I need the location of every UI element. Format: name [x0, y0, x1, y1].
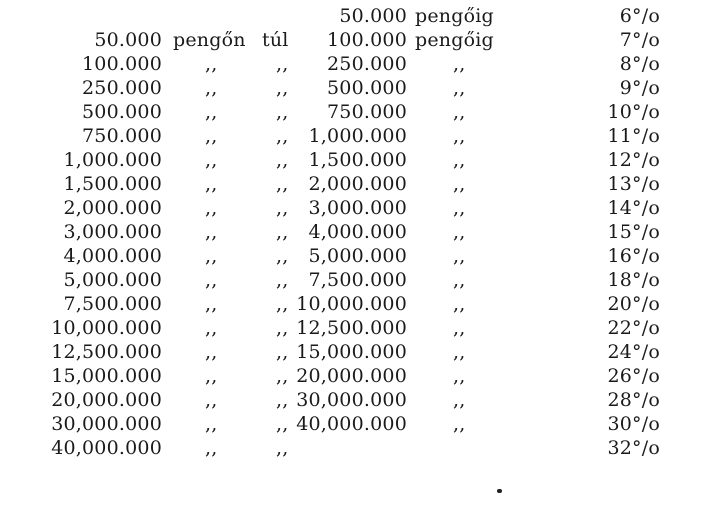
- lower-limit: 500.000: [82, 101, 162, 123]
- rate: 13°/o: [607, 173, 660, 195]
- table-row: [0, 388, 713, 412]
- unit-to: pengőig: [415, 29, 494, 51]
- upper-limit: 12,500.000: [296, 317, 407, 339]
- ditto-mark: ,,: [205, 365, 218, 387]
- ditto-mark: ,,: [453, 125, 466, 147]
- table-row: [0, 412, 713, 436]
- table-row-header: [0, 4, 713, 28]
- rate: 18°/o: [607, 269, 660, 291]
- table-row: [0, 364, 713, 388]
- lower-limit: 40,000.000: [51, 437, 162, 459]
- ditto-mark: ,,: [453, 413, 466, 435]
- lower-limit: 10,000.000: [51, 317, 162, 339]
- table-row: [0, 244, 713, 268]
- lower-limit: 15,000.000: [51, 365, 162, 387]
- ditto-mark: ,,: [276, 269, 289, 291]
- ditto-mark: ,,: [453, 149, 466, 171]
- ditto-mark: ,,: [205, 77, 218, 99]
- ditto-mark: ,,: [276, 197, 289, 219]
- ink-speck: [497, 489, 502, 493]
- unit-to: pengőig: [415, 5, 494, 27]
- rate: 16°/o: [607, 245, 660, 267]
- lower-limit: 1,000.000: [63, 149, 162, 171]
- lower-limit: 4,000.000: [63, 245, 162, 267]
- ditto-mark: ,,: [276, 101, 289, 123]
- ditto-mark: ,,: [276, 221, 289, 243]
- rate: 6°/o: [619, 5, 660, 27]
- rate: 8°/o: [619, 53, 660, 75]
- unit-from: pengőn: [173, 29, 246, 51]
- upper-limit: 40,000.000: [296, 413, 407, 435]
- rate: 32°/o: [607, 437, 660, 459]
- rate: 9°/o: [619, 77, 660, 99]
- upper-limit: 4,000.000: [308, 221, 407, 243]
- upper-limit: 750.000: [327, 101, 407, 123]
- rate: 24°/o: [607, 341, 660, 363]
- table-row: [0, 100, 713, 124]
- lower-limit: 5,000.000: [63, 269, 162, 291]
- ditto-mark: ,,: [453, 221, 466, 243]
- upper-limit: 2,000.000: [308, 173, 407, 195]
- rate: 22°/o: [607, 317, 660, 339]
- rate: 12°/o: [607, 149, 660, 171]
- upper-limit: 1,500.000: [308, 149, 407, 171]
- rate: 11°/o: [607, 125, 660, 147]
- ditto-mark: ,,: [276, 77, 289, 99]
- ditto-mark: ,,: [453, 317, 466, 339]
- ditto-mark: ,,: [276, 389, 289, 411]
- upper-limit: 10,000.000: [296, 293, 407, 315]
- lower-limit: 750.000: [82, 125, 162, 147]
- table-row: [0, 340, 713, 364]
- ditto-mark: ,,: [205, 269, 218, 291]
- ditto-mark: ,,: [205, 341, 218, 363]
- upper-limit: 3,000.000: [308, 197, 407, 219]
- lower-limit: 1,500.000: [63, 173, 162, 195]
- table-row: [0, 52, 713, 76]
- ditto-mark: ,,: [276, 245, 289, 267]
- table-row: [0, 148, 713, 172]
- rate: 10°/o: [607, 101, 660, 123]
- upper-limit: 30,000.000: [296, 389, 407, 411]
- table-row: [0, 172, 713, 196]
- ditto-mark: ,,: [276, 53, 289, 75]
- lower-limit: 250.000: [82, 77, 162, 99]
- rate: 7°/o: [619, 29, 660, 51]
- table-row-first: [0, 28, 713, 52]
- ditto-mark: ,,: [205, 101, 218, 123]
- ditto-mark: ,,: [205, 317, 218, 339]
- rate: 28°/o: [607, 389, 660, 411]
- ditto-mark: ,,: [276, 437, 289, 459]
- lower-limit: 12,500.000: [51, 341, 162, 363]
- ditto-mark: ,,: [453, 269, 466, 291]
- ditto-mark: ,,: [453, 365, 466, 387]
- table-row: [0, 124, 713, 148]
- lower-limit: 7,500.000: [63, 293, 162, 315]
- ditto-mark: ,,: [453, 77, 466, 99]
- ditto-mark: ,,: [453, 341, 466, 363]
- ditto-mark: ,,: [205, 125, 218, 147]
- ditto-mark: ,,: [205, 221, 218, 243]
- ditto-mark: ,,: [205, 293, 218, 315]
- rate: 14°/o: [607, 197, 660, 219]
- ditto-mark: ,,: [453, 173, 466, 195]
- ditto-mark: ,,: [205, 389, 218, 411]
- lower-limit: 2,000.000: [63, 197, 162, 219]
- rate: 26°/o: [607, 365, 660, 387]
- upper-limit: 7,500.000: [308, 269, 407, 291]
- ditto-mark: ,,: [205, 53, 218, 75]
- ditto-mark: ,,: [453, 293, 466, 315]
- table-row: [0, 316, 713, 340]
- upper-limit: 100.000: [327, 29, 407, 51]
- table-row: [0, 268, 713, 292]
- rate: 20°/o: [607, 293, 660, 315]
- upper-limit: 50.000: [339, 5, 407, 27]
- ditto-mark: ,,: [276, 173, 289, 195]
- ditto-mark: ,,: [205, 413, 218, 435]
- ditto-mark: ,,: [205, 245, 218, 267]
- ditto-mark: ,,: [453, 389, 466, 411]
- lower-limit: 3,000.000: [63, 221, 162, 243]
- ditto-mark: ,,: [276, 317, 289, 339]
- ditto-mark: ,,: [205, 149, 218, 171]
- table-row: [0, 436, 713, 460]
- ditto-mark: ,,: [205, 173, 218, 195]
- rate: 15°/o: [607, 221, 660, 243]
- table-row: [0, 292, 713, 316]
- upper-limit: 5,000.000: [308, 245, 407, 267]
- lower-limit: 100.000: [82, 53, 162, 75]
- rate: 30°/o: [607, 413, 660, 435]
- lower-limit: 20,000.000: [51, 389, 162, 411]
- lower-limit: 30,000.000: [51, 413, 162, 435]
- ditto-mark: ,,: [205, 197, 218, 219]
- upper-limit: 1,000.000: [308, 125, 407, 147]
- ditto-mark: ,,: [276, 125, 289, 147]
- ditto-mark: ,,: [453, 197, 466, 219]
- ditto-mark: ,,: [276, 341, 289, 363]
- ditto-mark: ,,: [205, 437, 218, 459]
- over-label: túl: [262, 29, 289, 51]
- lower-limit: 50.000: [94, 29, 162, 51]
- ditto-mark: ,,: [276, 413, 289, 435]
- ditto-mark: ,,: [453, 245, 466, 267]
- table-row: [0, 220, 713, 244]
- upper-limit: 500.000: [327, 77, 407, 99]
- upper-limit: 15,000.000: [296, 341, 407, 363]
- table-row: [0, 76, 713, 100]
- upper-limit: 250.000: [327, 53, 407, 75]
- upper-limit: 20,000.000: [296, 365, 407, 387]
- ditto-mark: ,,: [453, 101, 466, 123]
- ditto-mark: ,,: [453, 53, 466, 75]
- ditto-mark: ,,: [276, 293, 289, 315]
- ditto-mark: ,,: [276, 365, 289, 387]
- table-row: [0, 196, 713, 220]
- ditto-mark: ,,: [276, 149, 289, 171]
